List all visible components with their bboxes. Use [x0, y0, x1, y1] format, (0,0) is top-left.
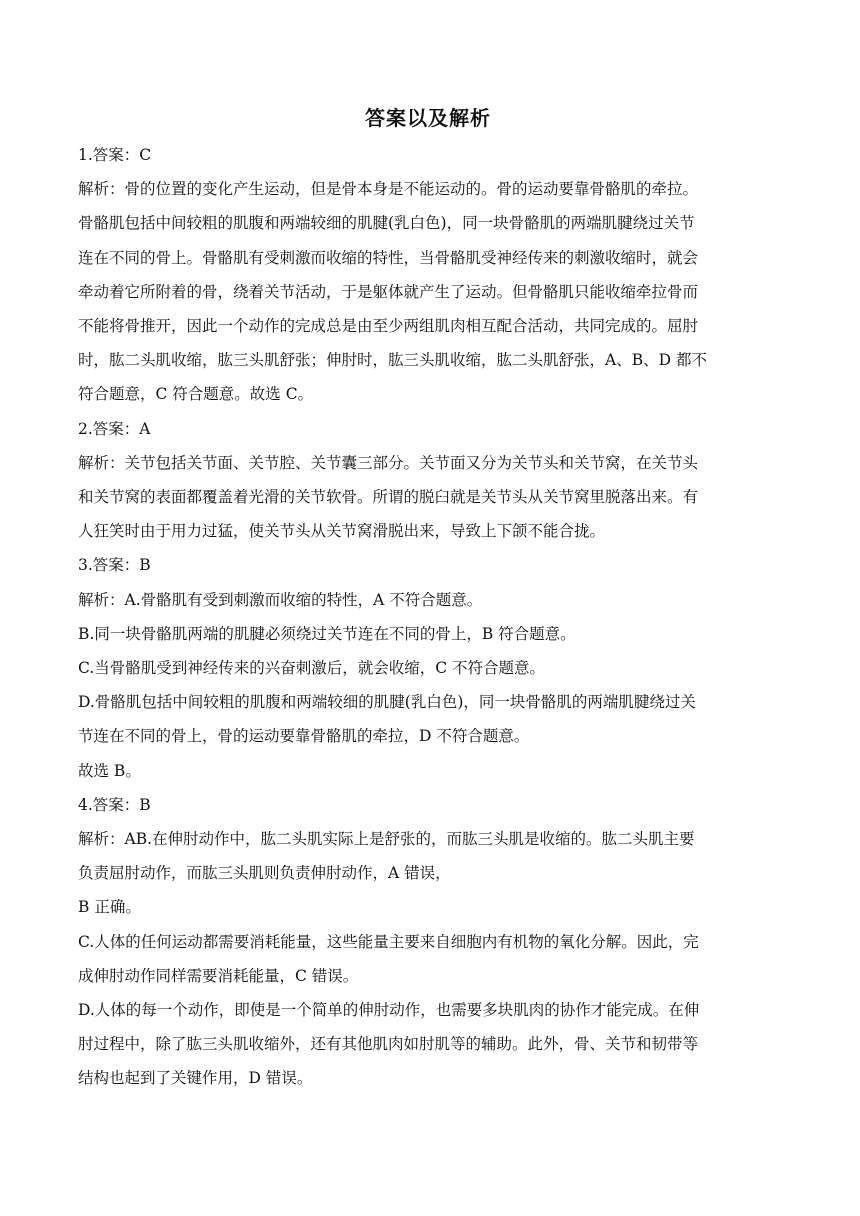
document-page — [78, 102, 778, 1096]
text-line: 符合题意，C 符合题意。故选 C。 — [78, 385, 314, 404]
text-line: 解析：AB.在伸肘动作中，肱二头肌实际上是舒张的，而肱三头肌是收缩的。肱二头肌主要 — [78, 830, 695, 849]
text-line: B.同一块骨骼肌两端的肌腱必须绕过关节连在不同的骨上，B 符合题意。 — [78, 624, 576, 643]
text-line: 连在不同的骨上。骨骼肌有受刺激而收缩的特性，当骨骼肌受神经传来的刺激收缩时，就会 — [78, 248, 699, 267]
text-line: 牵动着它所附着的骨，绕着关节活动，于是躯体就产生了运动。但骨骼肌只能收缩牵拉骨而 — [78, 282, 699, 301]
text-line: 2.答案：A — [78, 419, 151, 438]
text-line: 故选 B。 — [78, 761, 141, 780]
text-line: 负责屈肘动作，而肱三头肌则负责伸肘动作，A 错误， — [78, 864, 451, 883]
text-line: 解析：骨的位置的变化产生运动，但是骨本身是不能运动的。骨的运动要靠骨骼肌的牵拉。 — [78, 180, 699, 199]
text-line: 时，肱二头肌收缩，肱三头肌舒张；伸肘时，肱三头肌收缩，肱二头肌舒张，A、B、D 都不 — [78, 351, 707, 370]
text-line: 肘过程中，除了肱三头肌收缩外，还有其他肌肉如肘肌等的辅助。此外，骨、关节和韧带等 — [78, 1035, 699, 1054]
text-line: 不能将骨推开，因此一个动作的完成总是由至少两组肌肉相互配合活动，共同完成的。屈肘 — [78, 317, 699, 336]
text-line: 节连在不同的骨上，骨的运动要靠骨骼肌的牵拉，D 不符合题意。 — [78, 727, 530, 746]
text-line: 解析：关节包括关节面、关节腔、关节囊三部分。关节面又分为关节头和关节窝，在关节头 — [78, 453, 699, 472]
text-line: D.人体的每一个动作，即使是一个简单的伸肘动作，也需要多块肌肉的协作才能完成。在伸 — [78, 1001, 700, 1020]
page-title: 答案以及解析 — [365, 106, 491, 130]
text-line: 结构也起到了关键作用，D 错误。 — [78, 1069, 313, 1088]
text-line: 和关节窝的表面都覆盖着光滑的关节软骨。所谓的脱臼就是关节头从关节窝里脱落出来。有 — [78, 488, 699, 507]
text-line: 1.答案：C — [78, 146, 152, 164]
text-line: C.人体的任何运动都需要消耗能量，这些能量主要来自细胞内有机物的氧化分解。因此，完 — [78, 932, 699, 951]
text-line: 解析：A.骨骼肌有受到刺激而收缩的特性，A 不符合题意。 — [78, 590, 483, 609]
text-line: 4.答案：B — [78, 795, 151, 814]
text-line: 骨骼肌包括中间较粗的肌腹和两端较细的肌腱(乳白色)，同一块骨骼肌的两端肌腱绕过关节 — [78, 214, 695, 233]
text-line: 人狂笑时由于用力过猛，使关节头从关节窝滑脱出来，导致上下颌不能合拢。 — [78, 522, 606, 541]
text-line: C.当骨骼肌受到神经传来的兴奋刺激后，就会收缩，C 不符合题意。 — [78, 659, 546, 678]
document-body — [78, 138, 778, 1096]
text-line: D.骨骼肌包括中间较粗的肌腹和两端较细的肌腱(乳白色)，同一块骨骼肌的两端肌腱绕过关 — [78, 693, 696, 712]
text-line: B 正确。 — [78, 898, 141, 917]
text-line: 3.答案：B — [78, 556, 151, 575]
text-line: 成伸肘动作同样需要消耗能量，C 错误。 — [78, 966, 359, 985]
